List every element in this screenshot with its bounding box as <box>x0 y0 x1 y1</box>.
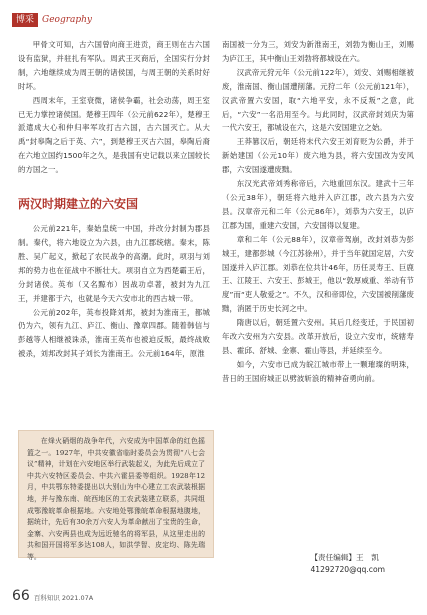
magazine-issue: 百科知识 2021.07A <box>33 594 94 602</box>
sidebar-box <box>18 430 214 561</box>
section-tag-english: Geography <box>42 15 93 25</box>
editor-email: 41292720@qq.com <box>310 565 385 574</box>
editor-credit <box>310 552 385 576</box>
paragraph: 如今，六安市已成为皖江城市带上一颗璀璨的明珠，昔日的王国府城正以劈波斩浪的精神奋勇向前。 <box>222 359 414 383</box>
page-number: 66 <box>12 588 30 604</box>
paragraph: 公元前202年，英布投降刘邦，被封为淮南王，都城仍为六，领有九江、庐江、衡山、豫章四郡。随着韩信与彭越等人相继被诛杀，淮南王英布也被迫反叛，最终战败被杀，刘邦改封其子刘长为淮南王。公元前164年，原淮 <box>18 307 210 359</box>
section-header <box>12 12 92 28</box>
paragraph: 公元前221年，秦始皇统一中国，并改分封制为郡县制。秦代，将六地设立为六县，由九江郡统辖。秦末，陈胜、吴广起义，掀起了农民战争的高潮。此时，项羽与刘邦的势力也在征战中不断壮大。项羽自立为西楚霸王后，分封诸侯。英布（又名黥布）因战功卓著，被封为九江王，并建都于六，也就是今天六安市北的西古城一带。 <box>18 224 210 303</box>
left-column <box>18 38 210 361</box>
paragraph: 东汉光武帝刘秀称帝后，六地重回东汉。建武十三年（公元38年），朝廷将六地并入庐江郡，改六县为六安县。汉章帝元和二年（公元86年），刘恭为六安王，以庐江郡为国，重建六安国，六安国得以复建。 <box>222 179 414 230</box>
editor-label: 【责任编辑】王 凯 <box>310 553 379 562</box>
section-title: 两汉时期建立的六安国 <box>18 197 139 212</box>
paragraph: 南国被一分为三，刘安为新淮南王，刘勃为衡山王，刘赐为庐江王，其中衡山王刘勃将都城设在六。 <box>222 40 414 63</box>
sidebar-box-text: 在烽火硝烟的战争年代，六安成为中国革命的红色摇篮之一。1927年，中共安徽省临时委员会为贯彻“八七会议”精神，计划在六安地区举行武装起义，为此先后成立了中共六安特区委员会、中共六霍县委等组织。1928年12月，中共鄂东特委提出以大别山为中心建立工农武装根据地，并与豫东南、皖西地区的工农武装建立联系，共同组成鄂豫皖革命根据地。六安地处鄂豫皖革命根据地腹地，据统计，先后有30余万六安人为革命献出了宝贵的生命，金寨、六安两县也成为远近驰名的将军县，从这里走出的共和国开国将军多达108人，如洪学智、皮定均、陈先瑞等。 <box>27 437 205 561</box>
right-column <box>222 38 414 386</box>
paragraph: 隋唐以后，朝廷置六安州。其后几经变迁，于民国初年改六安州为六安县。改革开放后，设立六安市，统辖寿县、霍邱、舒城、金寨、霍山等县，并延续至今。 <box>222 318 414 355</box>
paragraph: 章和二年（公元88年），汉章帝驾崩，改封刘恭为彭城王，建都彭城（今江苏徐州），并于当年就国定居，六安国遂并入庐江郡。刘恭在位共计46年，历任灵寿王、巨鹿王、江陵王、六安王、彭城王，他以“敦厚威重、举动有节度”而“吏人敬爱之”。不久，汉和帝即位，六安国被削藩废黜，消匿于历史长河之中。 <box>222 234 414 314</box>
paragraph: 西周末年，王室衰微，诸侯争霸，社会动荡，周王室已无力掌控诸侯国。楚穆王四年（公元前622年），楚穆王派遣成大心和仲归率军攻打古六国，古六国灭亡。从大禹“封皋陶之后于英、六”，到楚穆王灭古六国，皋陶后裔在六地立国约1500年之久，是我国有史记载以来立国较长的方国之一。 <box>18 95 210 175</box>
paragraph: 甲骨文可知，古六国曾向商王进贡，商王则在古六国设有监狱，并驻扎有军队。周武王灭商后，全国实行分封制，六地继续成为周王朝的诸侯国，与周王朝的关系时好时坏。 <box>18 40 210 91</box>
paragraph: 汉武帝元狩元年（公元前122年），刘安、刘赐相继被废，淮南国、衡山国遭削藩。元狩二年（公元前121年），汉武帝置六安国，取“六地平安，永不反叛”之意，此后，“六安”一名沿用至今。与此同时，汉武帝封刘庆为第一代六安王，都城设在六，这是六安国建立之始。 <box>222 67 414 133</box>
section-tag: 博采 <box>12 13 38 27</box>
page-footer <box>12 588 93 604</box>
paragraph: 王莽篡汉后，朝廷将末代六安王刘育贬为公爵，并于新始建国（公元10年）废六地为县，将六安国改为安风郡，六安国遂遭废黜。 <box>222 137 414 175</box>
